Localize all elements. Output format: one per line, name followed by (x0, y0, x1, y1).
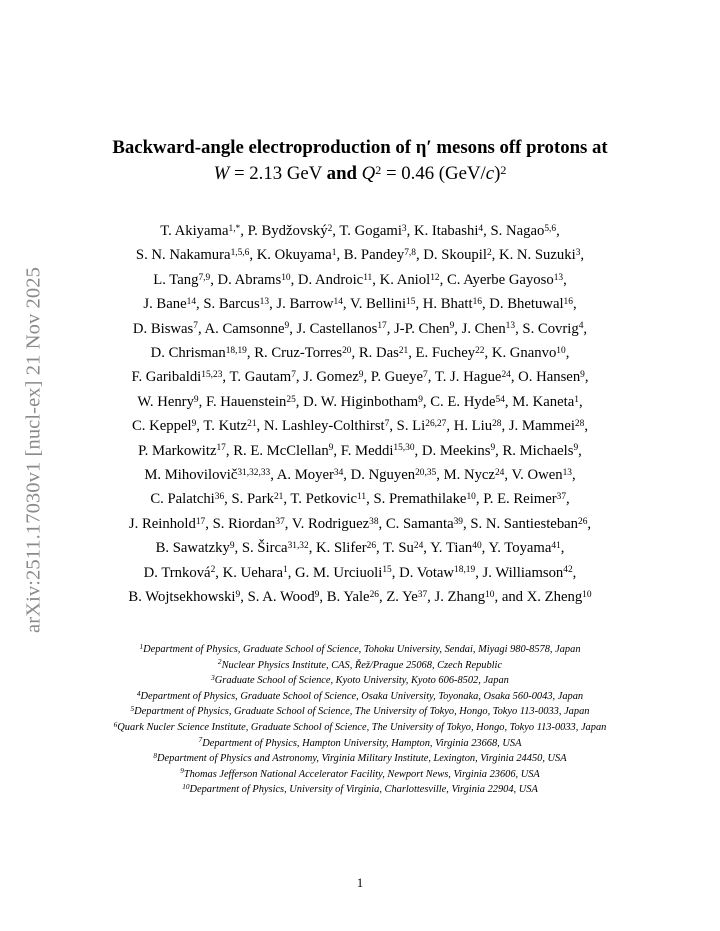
author-affiliation-marker: 7 (193, 321, 198, 332)
author-affiliation-marker: 17 (195, 516, 206, 527)
author-affiliation-marker: 10 (466, 492, 476, 503)
author-name: D. Abrams (217, 271, 282, 288)
author-affiliation-marker: 3 (401, 223, 407, 234)
title-c-symbol: c (485, 163, 495, 184)
affiliation-item (60, 658, 660, 674)
author-name: S. Nagao (490, 223, 545, 239)
author-affiliation-marker: 2 (210, 565, 216, 576)
author-name: T. Su (383, 540, 414, 557)
author-name: J. Williamson (482, 564, 564, 581)
author-name: F. Garibaldi (131, 369, 202, 386)
affiliation-number: 5 (130, 705, 135, 714)
author-affiliation-marker: 3 (575, 248, 581, 259)
author-affiliation-marker: 2 (327, 223, 333, 234)
author-name: J. Reinhold (128, 515, 196, 532)
author-name: T. Kutz (203, 418, 248, 435)
author-affiliation-marker: 13 (562, 467, 572, 478)
author-affiliation-marker: 11 (357, 492, 367, 503)
author-affiliation-marker: 37 (417, 589, 428, 600)
author-line: P. Markowitz$^{17}$, R. E. McClellan$^9$, F. Meddi$^{15,30}$, D. Meekins$^9$, R. Michaels$^9$, (138, 442, 582, 459)
author-name: V. Rodriguez (291, 515, 370, 532)
author-name: Y. Tian (430, 540, 473, 557)
author-line: S. N. Nakamura$^{1,5,6}$, K. Okuyama$^1$, B. Pandey$^{7,8}$, D. Skoupil$^2$, K. N. Suzuki$^3$, (135, 247, 585, 264)
author-name: D. Bhetuwal (489, 296, 564, 313)
author-name: S. N. Santiesteban (470, 515, 579, 532)
author-affiliation-marker: 14 (333, 297, 343, 307)
author-name: C. Keppel (132, 418, 192, 435)
author-name: C. E. Hyde (430, 393, 496, 410)
author-affiliation-marker: 9 (229, 541, 235, 552)
author-name: C. Palatchi (150, 491, 215, 508)
author-name: F. Meddi (340, 442, 394, 459)
affiliation-item (60, 673, 660, 689)
arxiv-identifier-text: arXiv:2511.17030v1 [nucl-ex] 21 Nov 2025 (22, 267, 45, 633)
author-name: K. Slifer (316, 540, 367, 557)
author-affiliation-marker: 26,27 (425, 419, 447, 430)
affiliation-item (60, 720, 660, 736)
author-affiliation-marker: 31,32 (287, 541, 309, 552)
author-name: V. Owen (511, 467, 563, 484)
author-affiliation-marker: 1 (331, 248, 337, 259)
author-name: T. J. Hague (434, 369, 502, 386)
author-name: N. Lashley-Colthirst (263, 418, 385, 435)
author-affiliation-marker: 41 (551, 541, 561, 552)
author-name: K. N. Suzuki (498, 247, 576, 264)
author-name: P. E. Reimer (483, 491, 557, 508)
affiliation-text: Department of Physics, Graduate School of Science, Osaka University, Toyonaka, Osaka 560-0043, Japan (140, 690, 584, 702)
title-paren-close: ) (494, 163, 501, 184)
author-line: C. Keppel$^9$, T. Kutz$^{21}$, N. Lashley-Colthirst$^7$, S. Li$^{26,27}$, H. Liu$^{28}$, J. Mammei$^{28}$, (132, 418, 588, 435)
author-name: R. E. McClellan (233, 442, 329, 459)
author-name: J. Barrow (276, 296, 334, 313)
author-affiliation-marker: 18,19 (225, 345, 247, 356)
page-number: 1 (356, 876, 364, 890)
author-name: D. Androic (297, 271, 364, 288)
author-affiliation-marker: 42 (563, 565, 573, 576)
affiliation-number: 1 (139, 642, 144, 651)
affiliation-item (60, 642, 660, 658)
author-name: R. Das (358, 345, 399, 362)
author-affiliation-marker: 36 (214, 492, 225, 503)
author-affiliation-marker: 1 (574, 394, 579, 405)
author-name: O. Hansen (518, 369, 581, 386)
author-affiliation-marker: 9 (358, 370, 364, 381)
author-name: and X. Zheng (501, 589, 583, 606)
author-affiliation-marker: 16 (563, 297, 573, 307)
author-affiliation-marker: 39 (453, 516, 463, 527)
author-name: J. Chen (461, 320, 506, 337)
author-affiliation-marker: 7 (384, 419, 390, 430)
title-q-value: = 0.46 (GeV/ (381, 163, 486, 184)
author-affiliation-marker: 40 (472, 541, 482, 552)
author-affiliation-marker: 9 (328, 443, 334, 454)
author-affiliation-marker: 26 (578, 516, 588, 527)
author-name: S. A. Wood (247, 589, 315, 606)
affiliation-number: 4 (136, 689, 141, 698)
title-w-value: = 2.13 GeV (229, 163, 327, 184)
arxiv-side-identifier (19, 250, 49, 650)
author-name: D. Votaw (399, 564, 455, 581)
author-name: H. Liu (453, 418, 493, 435)
author-name: D. Meekins (421, 442, 491, 459)
title-q-symbol: Q (361, 163, 376, 184)
affiliation-item (60, 736, 660, 752)
author-affiliation-marker: 11 (363, 272, 373, 283)
title-line-1: Backward-angle electroproduction of η′ mesons off protons at (112, 137, 608, 158)
author-affiliation-marker: 21 (273, 492, 284, 503)
author-affiliation-marker: 37 (556, 492, 567, 503)
author-name: A. Moyer (276, 467, 334, 484)
author-affiliation-marker: 24 (413, 541, 424, 552)
author-name: D. Skoupil (423, 247, 487, 264)
author-name: T. Akiyama (160, 223, 229, 239)
author-name: B. Pandey (343, 247, 405, 264)
paper-title (60, 135, 660, 187)
author-line: D. Biswas$^7$, A. Camsonne$^9$, J. Castellanos$^{17}$, J-P. Chen$^9$, J. Chen$^{13}$, S. Covrig$^4$, (132, 320, 588, 337)
author-name: J. Mammei (508, 418, 575, 435)
author-affiliation-marker: 10 (582, 589, 592, 600)
affiliation-number: 8 (153, 751, 158, 760)
author-name: T. Gogami (339, 223, 402, 239)
author-name: D. Biswas (132, 320, 194, 337)
affiliation-text: Graduate School of Science, Kyoto University, Kyoto 606-8502, Japan (214, 675, 509, 687)
author-affiliation-marker: 20 (342, 345, 352, 356)
author-line: D. Trnková$^2$, K. Uehara$^1$, G. M. Urciuoli$^{15}$, D. Votaw$^{18,19}$, J. Williamson$^{42}$, (143, 564, 577, 581)
author-affiliation-marker: 17 (377, 321, 387, 332)
affiliation-text: Nuclear Physics Institute, CAS, Řež/Prague 25068, Czech Republic (221, 659, 503, 671)
author-affiliation-marker: 12 (430, 272, 440, 283)
author-name: J. Castellanos (296, 320, 378, 337)
author-line: J. Reinhold$^{17}$, S. Riordan$^{37}$, V. Rodriguez$^{38}$, C. Samanta$^{39}$, S. N. Santiesteban$^{26}$, (128, 515, 592, 532)
author-line: L. Tang$^{7,9}$, D. Abrams$^{10}$, D. Androic$^{11}$, K. Aniol$^{12}$, C. Ayerbe Gayoso$^{13}$, (153, 271, 567, 288)
author-name: R. Michaels (502, 442, 574, 459)
author-affiliation-marker: 38 (369, 516, 379, 527)
title-unit-exponent: 2 (500, 162, 507, 177)
author-affiliation-marker: 15,23 (201, 370, 223, 381)
author-name: P. Markowitz (138, 442, 217, 459)
affiliation-number: 2 (217, 658, 222, 667)
author-name: Z. Ye (386, 589, 418, 606)
author-name: M. Kaneta (512, 393, 575, 410)
author-affiliation-marker: 9 (235, 589, 241, 600)
author-affiliation-marker: 7 (291, 370, 296, 381)
author-affiliation-marker: 31,32,33 (237, 467, 271, 478)
affiliation-text: Department of Physics, Hampton University, Hampton, Virginia 23668, USA (202, 737, 522, 749)
author-name: B. Sawatzky (155, 540, 230, 557)
title-and-word: and (326, 163, 357, 184)
author-name: R. Cruz-Torres (254, 345, 343, 362)
author-affiliation-marker: 18,19 (454, 565, 476, 576)
affiliation-item (60, 689, 660, 705)
author-name: H. Bhatt (422, 296, 473, 313)
author-name: D. Trnková (143, 564, 211, 581)
author-line: B. Sawatzky$^9$, S. Širca$^{31,32}$, K. Slifer$^{26}$, T. Su$^{24}$, Y. Tian$^{40}$, Y. Toyama$^{41}$, (155, 540, 565, 557)
author-affiliation-marker: 9 (580, 370, 585, 381)
author-affiliation-marker: 22 (475, 345, 485, 356)
author-name: D. W. Higinbotham (303, 393, 419, 410)
author-affiliation-marker: 14 (186, 297, 197, 307)
affiliation-item (60, 767, 660, 783)
author-affiliation-marker: 10 (281, 272, 291, 283)
title-q-exponent: 2 (375, 162, 382, 177)
author-affiliation-marker: 21 (247, 419, 257, 430)
author-line: F. Garibaldi$^{15,23}$, T. Gautam$^7$, J. Gomez$^9$, P. Gueye$^7$, T. J. Hague$^{24}$, O. Hansen$^9$, (131, 369, 589, 386)
author-affiliation-marker: 25 (286, 394, 296, 405)
author-affiliation-marker: 15,30 (393, 443, 415, 454)
author-affiliation-marker: 17 (216, 443, 226, 454)
author-name: S. Premathilake (373, 491, 467, 508)
author-name: D. Nguyen (350, 467, 416, 484)
author-affiliation-marker: 2 (486, 248, 492, 259)
author-name: S. Li (396, 418, 426, 435)
author-name: F. Hauenstein (205, 393, 287, 410)
author-name: S. N. Nakamura (135, 247, 231, 264)
author-name: L. Tang (153, 271, 199, 288)
author-name: G. M. Urciuoli (295, 564, 383, 581)
affiliation-list (60, 642, 660, 798)
author-affiliation-marker: 15 (406, 297, 416, 307)
author-name: P. Bydžovský (247, 223, 328, 239)
author-line: J. Bane$^{14}$, S. Barcus$^{13}$, J. Barrow$^{14}$, V. Bellini$^{15}$, H. Bhatt$^{16}$, D. Bhetuwal$^{16}$, (143, 296, 577, 313)
author-name: T. Gautam (229, 369, 292, 386)
author-affiliation-marker: 1,5,6 (230, 248, 250, 259)
author-affiliation-marker: 9 (191, 419, 197, 430)
author-name: C. Ayerbe Gayoso (446, 271, 554, 288)
author-affiliation-marker: 4 (478, 223, 484, 234)
author-line: B. Wojtsekhowski$^9$, S. A. Wood$^9$, B. Yale$^{26}$, Z. Ye$^{37}$, J. Zhang$^{10}$, and X. Zheng$^{10}$ (128, 589, 592, 606)
author-line: C. Palatchi$^{36}$, S. Park$^{21}$, T. Petkovic$^{11}$, S. Premathilake$^{10}$, P. E. Reimer$^{37}$, (150, 491, 570, 508)
affiliation-text: Department of Physics and Astronomy, Virginia Military Institute, Lexington, Virginia 24450, USA (157, 753, 567, 765)
author-name: M. Nycz (443, 467, 495, 484)
author-affiliation-marker: 9 (314, 589, 320, 600)
title-w-symbol: W (213, 163, 230, 184)
author-list (60, 219, 660, 610)
author-affiliation-marker: 9 (490, 443, 496, 454)
author-name: K. Gnanvo (491, 345, 557, 362)
author-affiliation-marker: 28 (574, 419, 585, 430)
author-affiliation-marker: 37 (275, 516, 285, 527)
author-affiliation-marker: 1 (283, 565, 288, 576)
author-affiliation-marker: 16 (472, 297, 482, 307)
author-affiliation-marker: 13 (553, 272, 564, 283)
author-affiliation-marker: 13 (259, 297, 270, 307)
author-line: M. Mihovilovič$^{31,32,33}$, A. Moyer$^{34}$, D. Nguyen$^{20,35}$, M. Nycz$^{24}$, V. Owen$^{13}$, (144, 467, 576, 484)
author-affiliation-marker: 26 (369, 589, 379, 600)
author-affiliation-marker: 9 (573, 443, 579, 454)
affiliation-number: 6 (113, 720, 118, 729)
author-name: T. Petkovic (290, 491, 358, 508)
affiliation-text: Department of Physics, Graduate School of Science, Tohoku University, Sendai, Miyagi 980-8578, Japan (143, 644, 581, 655)
author-affiliation-marker: 7,9 (198, 272, 211, 283)
author-name: B. Yale (326, 589, 370, 606)
affiliation-text: Department of Physics, University of Virginia, Charlottesville, Virginia 22904, USA (189, 784, 538, 796)
author-name: K. Itabashi (413, 223, 479, 239)
author-name: S. Barcus (203, 296, 260, 313)
author-name: P. Gueye (370, 369, 424, 386)
author-affiliation-marker: 26 (366, 541, 377, 552)
author-name: A. Camsonne (204, 320, 285, 337)
author-affiliation-marker: 20,35 (415, 467, 437, 478)
author-line: T. Akiyama$^{1,*}$, P. Bydžovský$^2$, T. Gogami$^3$, K. Itabashi$^4$, S. Nagao$^{5,6}$, (160, 223, 560, 239)
author-name: K. Okuyama (256, 247, 332, 264)
author-name: M. Mihovilovič (144, 467, 238, 484)
author-name: B. Wojtsekhowski (128, 589, 236, 606)
author-affiliation-marker: 21 (398, 345, 409, 356)
author-name: J. Gomez (303, 369, 359, 386)
author-name: W. Henry (137, 393, 194, 410)
author-affiliation-marker: 4 (578, 321, 584, 332)
author-affiliation-marker: 34 (333, 467, 344, 478)
author-name: S. Park (231, 491, 274, 508)
author-name: E. Fuchey (415, 345, 476, 362)
author-affiliation-marker: 7,8 (404, 248, 416, 259)
author-name: J-P. Chen (394, 320, 450, 337)
affiliation-number: 3 (211, 673, 215, 682)
author-affiliation-marker: 24 (501, 370, 511, 381)
title-line-2 (60, 161, 660, 187)
author-affiliation-marker: 9 (449, 321, 455, 332)
author-name: J. Zhang (434, 589, 486, 606)
author-name: K. Aniol (379, 271, 431, 288)
author-affiliation-marker: 24 (494, 467, 505, 478)
affiliation-item (60, 751, 660, 767)
author-affiliation-marker: 13 (505, 321, 516, 332)
author-line: D. Chrisman$^{18,19}$, R. Cruz-Torres$^{20}$, R. Das$^{21}$, E. Fuchey$^{22}$, K. Gnanvo$^{10}$, (150, 345, 570, 362)
author-name: D. Chrisman (150, 345, 226, 362)
affiliation-text: Thomas Jefferson National Accelerator Facility, Newport News, Virginia 23606, USA (183, 768, 540, 780)
author-affiliation-marker: 54 (495, 394, 505, 405)
author-name: S. Covrig (522, 320, 579, 337)
author-name: C. Samanta (385, 515, 454, 532)
author-affiliation-marker: 9 (193, 394, 199, 405)
author-name: J. Bane (143, 296, 187, 313)
author-affiliation-marker: 9 (284, 321, 290, 332)
affiliation-number: 10 (182, 783, 190, 792)
author-line: W. Henry$^9$, F. Hauenstein$^{25}$, D. W. Higinbotham$^9$, C. E. Hyde$^{54}$, M. Kaneta$^1$, (137, 393, 583, 410)
author-affiliation-marker: 5,6 (544, 223, 557, 234)
author-affiliation-marker: 28 (492, 419, 502, 430)
author-affiliation-marker: 10 (556, 345, 566, 356)
author-affiliation-marker: 7 (423, 370, 428, 381)
affiliation-number: 7 (198, 736, 203, 745)
author-affiliation-marker: 15 (382, 565, 392, 576)
author-affiliation-marker: 1,* (228, 223, 241, 234)
author-name: S. Riordan (212, 515, 276, 532)
author-affiliation-marker: 9 (418, 394, 423, 405)
affiliation-number: 9 (180, 767, 184, 776)
author-name: Y. Toyama (488, 540, 552, 557)
affiliation-text: Quark Nucler Science Institute, Graduate School of Science, The University of Tokyo, Hongo, Tokyo 113-0033, Japan (117, 721, 607, 733)
affiliation-item (60, 704, 660, 720)
author-name: S. Širca (241, 540, 288, 557)
author-name: K. Uehara (222, 564, 283, 581)
author-name: V. Bellini (350, 296, 407, 313)
affiliation-text: Department of Physics, Graduate School of Science, The University of Tokyo, Hongo, Tokyo 113-0033, Japan (134, 706, 590, 718)
affiliation-item (60, 782, 660, 798)
author-affiliation-marker: 10 (485, 589, 495, 600)
